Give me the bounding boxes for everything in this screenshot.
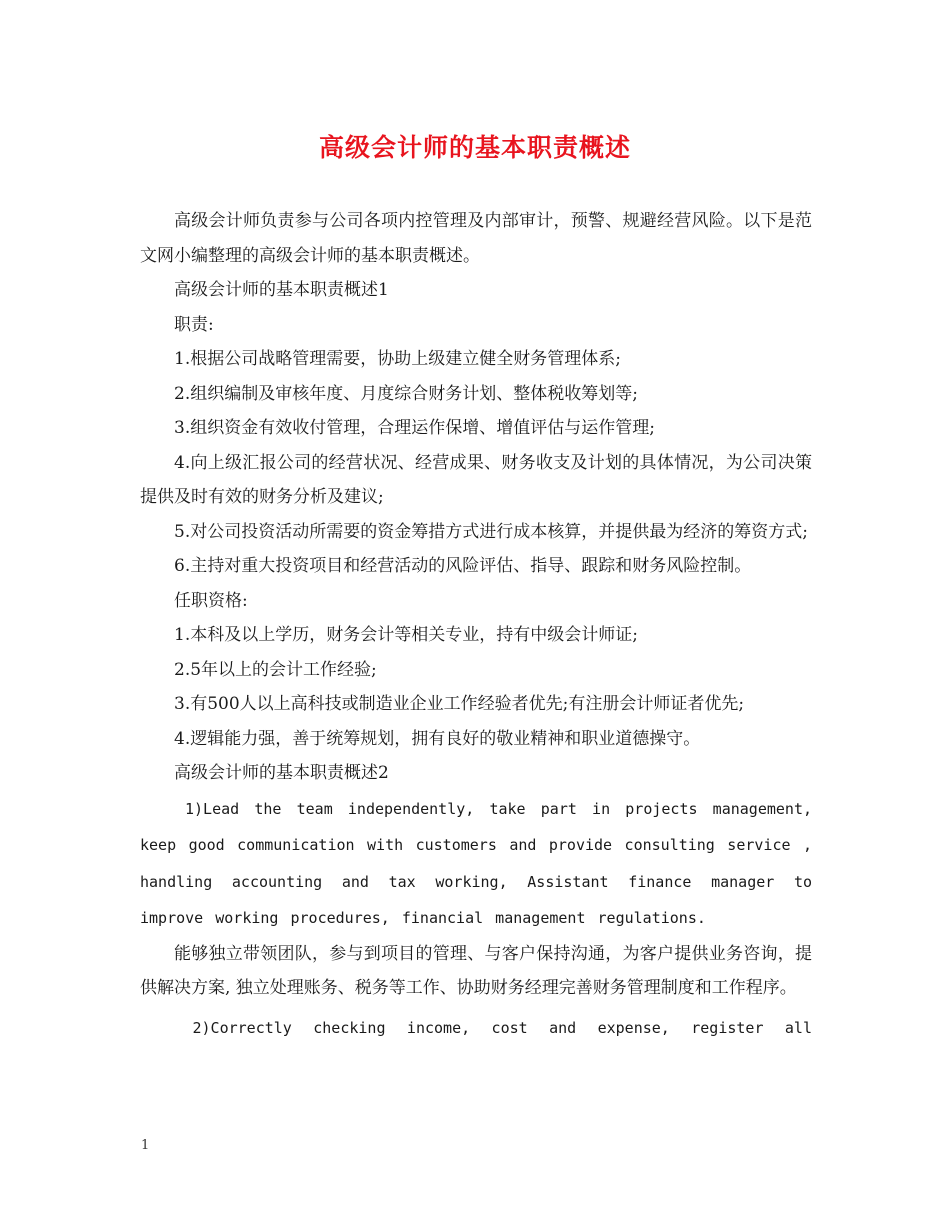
document-title: 高级会计师的基本职责概述 [318,133,631,162]
duty-item-2: 2.组织编制及审核年度、月度综合财务计划、整体税收筹划等; [174,383,638,404]
duty-item-6: 6.主持对重大投资项目和经营活动的风险评估、指导、跟踪和财务风险控制。 [174,556,752,576]
duty-item-3: 3.组织资金有效收付管理，合理运作保增、增值评估与运作管理; [174,418,655,438]
chinese-translation-paragraph: 能够独立带领团队，参与到项目的管理、与客户保持沟通，为客户提供业务咨询，提供解决方案, 独立处理账务、税务等工作、协助财务经理完善财务管理制度和工作程序。 [140,943,812,998]
document-body [140,204,812,1046]
qualification-item-2: 2.5年以上的会计工作经验; [174,659,377,680]
duty-item-1: 1.根据公司战略管理需要，协助上级建立健全财务管理体系; [174,349,621,369]
intro-paragraph: 高级会计师负责参与公司各项内控管理及内部审计，预警、规避经营风险。以下是范文网小编整理的高级会计师的基本职责概述。 [140,211,812,266]
qualification-item-4: 4.逻辑能力强，善于统筹规划，拥有良好的敬业精神和职业道德操守。 [174,728,701,749]
english-paragraph-1: 1)Lead the team independently, take part in projects management, keep good communication with customers and provide consulting service , handling accounting and tax working, Assistant finance manager to improve working procedures, financial management regulations. [140,799,812,927]
qualifications-label: 任职资格: [174,590,248,611]
page-number: 1 [141,1138,150,1153]
english-paragraph-2: 2)Correctly checking income, cost and expense, register all [192,1018,812,1037]
section-heading-1: 高级会计师的基本职责概述1 [174,280,389,300]
duty-item-5: 5.对公司投资活动所需要的资金筹措方式进行成本核算，并提供最为经济的筹资方式; [174,521,808,542]
duty-item-4: 4.向上级汇报公司的经营状况、经营成果、财务收支及计划的具体情况，为公司决策提供及时有效的财务分析及建议; [140,452,812,507]
qualification-item-3: 3.有500人以上高科技或制造业企业工作经验者优先;有注册会计师证者优先; [174,694,745,714]
qualification-item-1: 1.本科及以上学历，财务会计等相关专业，持有中级会计师证; [174,625,638,645]
duties-label: 职责: [174,314,214,335]
section-heading-2: 高级会计师的基本职责概述2 [174,763,389,783]
